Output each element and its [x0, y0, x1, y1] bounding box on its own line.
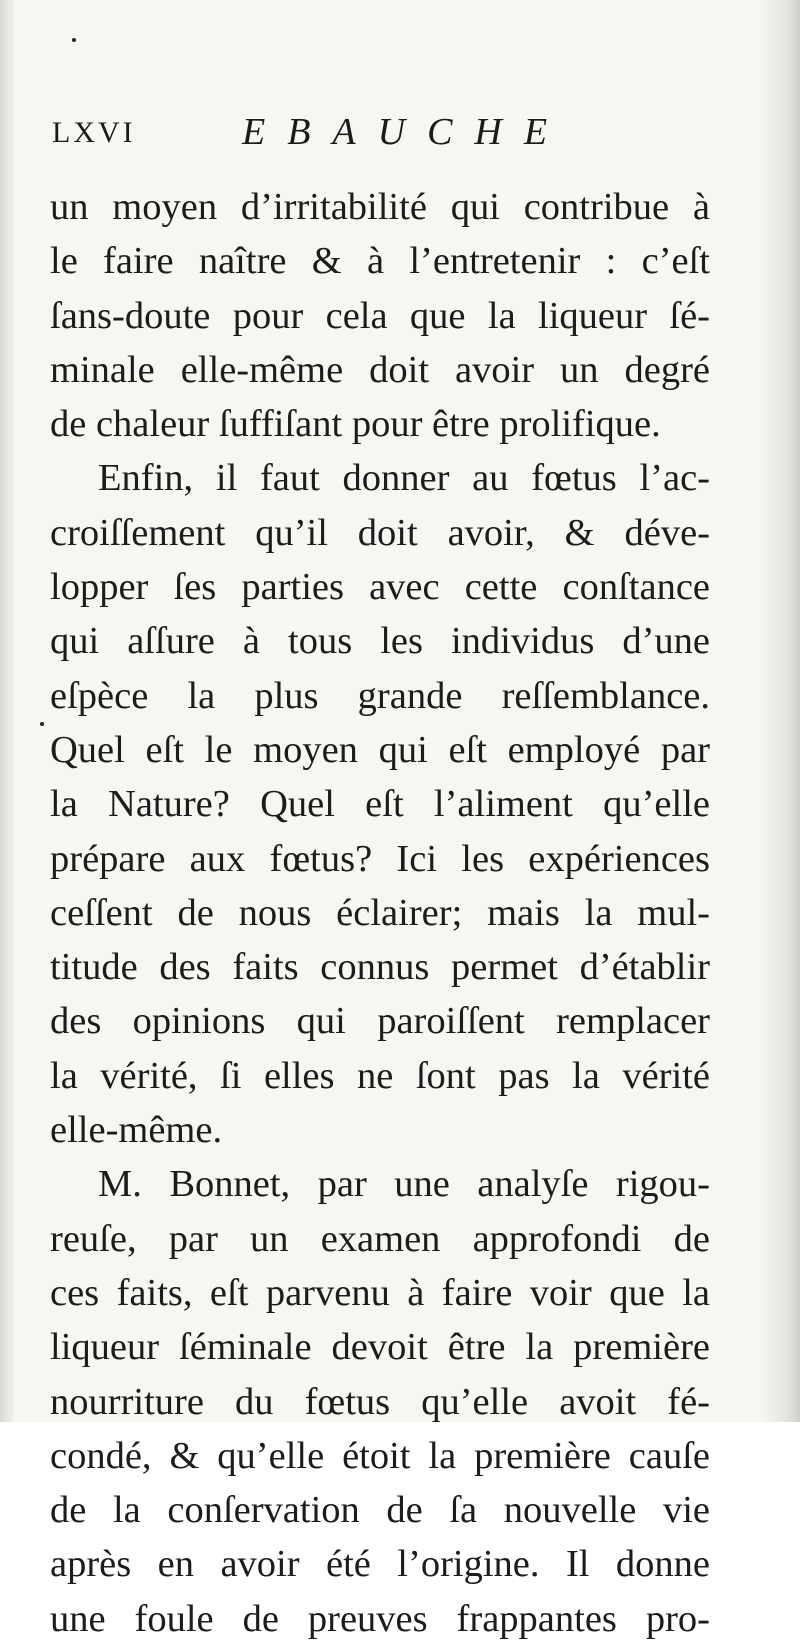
paragraph-first-line: Enfin, il faut donner au fœtus l’ac- [98, 457, 710, 500]
text-line: minale elle-même doit avoir un degré [50, 348, 710, 391]
text-line: des opinions qui paroiſſent remplacer [50, 1000, 710, 1043]
text-line: ces faits, eſt parvenu à faire voir que la [50, 1271, 710, 1314]
text-line: après en avoir été l’origine. Il donne [50, 1543, 710, 1586]
text-line: eſpèce la plus grande reſſemblance. [50, 674, 710, 717]
text-line: liqueur ſéminale devoit être la première [50, 1326, 710, 1369]
text-line: une foule de preuves frappantes pro- [50, 1597, 710, 1640]
text-line: le faire naître & à l’entretenir : c’eſt [50, 240, 710, 283]
text-line: titude des faits connus permet d’établir [50, 946, 710, 989]
text-line: Quel eſt le moyen qui eſt employé par [50, 728, 710, 771]
text-line: la Nature? Quel eſt l’aliment qu’elle [50, 783, 710, 826]
text-line: ceſſent de nous éclairer; mais la mul- [50, 891, 710, 934]
text-line: de la conſervation de ſa nouvelle vie [50, 1489, 710, 1532]
text-line: ſans-doute pour cela que la liqueur ſé- [50, 294, 710, 337]
page-edge-shadow [760, 0, 800, 1422]
text-line: lopper ſes parties avec cette conſtance [50, 566, 710, 609]
running-title: EBAUCHE [242, 111, 570, 153]
page-gutter-shadow [0, 0, 14, 1422]
ink-speck [72, 38, 76, 42]
text-line: croiſſement qu’il doit avoir, & déve- [50, 511, 710, 554]
text-line: de chaleur ſuffiſant pour être prolifique. [50, 403, 661, 446]
text-line: la vérité, ſi elles ne ſont pas la vérité [50, 1054, 710, 1097]
text-line: prépare aux fœtus? Ici les expériences [50, 837, 710, 880]
text-line: reuſe, par un examen approfondi de [50, 1217, 710, 1260]
ink-speck [40, 722, 44, 726]
page-number: LXVI [52, 116, 136, 149]
text-line: elle-même. [50, 1109, 223, 1152]
text-line: qui aſſure à tous les individus d’une [50, 620, 710, 663]
text-line: un moyen d’irritabilité qui contribue à [50, 186, 710, 228]
text-line: nourriture du fœtus qu’elle avoit fé- [50, 1380, 710, 1423]
paragraph-first-line: M. Bonnet, par une analyſe rigou- [98, 1163, 710, 1206]
page-header [52, 110, 692, 156]
text-line: condé, & qu’elle étoit la première cauſe [50, 1434, 710, 1477]
body-text [50, 180, 710, 1646]
